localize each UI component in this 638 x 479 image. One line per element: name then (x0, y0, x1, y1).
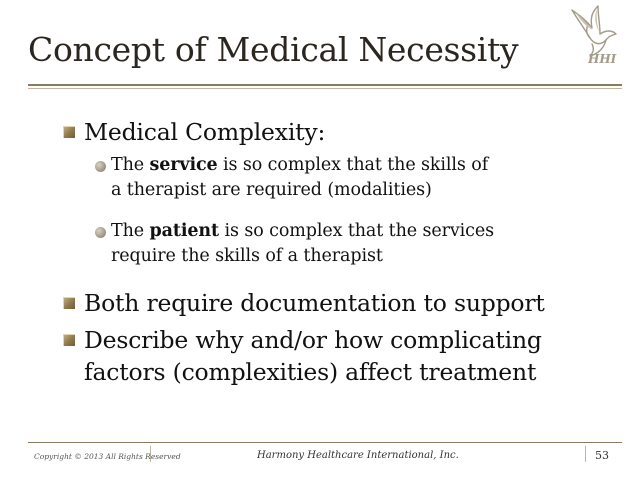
bullet-text: Medical Complexity: (84, 118, 326, 146)
bullet-describe (84, 324, 542, 356)
logo-text: HHI (588, 52, 617, 66)
sub-bullet-patient-line2 (111, 244, 383, 269)
bullet-text: Both require documentation to support (84, 289, 545, 317)
bullet-describe-line2 (84, 356, 536, 388)
footer-separator (585, 446, 586, 462)
sub-bullet-text-post: is so complex that the services (219, 221, 495, 241)
slide-title: Concept of Medical Necessity (28, 30, 519, 69)
sub-bullet-text-bold: patient (149, 221, 220, 241)
sub-bullet-patient (111, 219, 494, 244)
footer-divider (28, 442, 622, 443)
sub-bullet-text-bold: service (149, 155, 218, 175)
round-bullet-icon (95, 161, 106, 172)
sub-bullet-text-post: is so complex that the skills of (217, 155, 489, 175)
sub-bullet-service-line2 (111, 178, 432, 203)
bullet-text: factors (complexities) affect treatment (84, 358, 537, 386)
sub-bullet-text-pre: The (111, 221, 150, 241)
sub-bullet-text-pre: The (111, 155, 150, 175)
bullet-text: Describe why and/or how complicating (84, 326, 542, 354)
bullet-documentation (84, 287, 545, 319)
round-bullet-icon (95, 227, 106, 238)
square-bullet-icon (63, 126, 75, 138)
title-divider-thin (28, 88, 622, 89)
sub-bullet-text-line2: require the skills of a therapist (111, 246, 383, 266)
title-divider (28, 84, 622, 86)
bullet-medical-complexity (84, 116, 325, 148)
square-bullet-icon (63, 297, 75, 309)
page-number: 53 (595, 449, 609, 462)
footer-company: Harmony Healthcare International, Inc. (257, 450, 459, 461)
sub-bullet-service (111, 153, 488, 178)
sub-bullet-text-line2: a therapist are required (modalities) (111, 180, 432, 200)
footer-copyright: Copyright © 2013 All Rights Reserved (34, 452, 181, 461)
square-bullet-icon (63, 334, 75, 346)
